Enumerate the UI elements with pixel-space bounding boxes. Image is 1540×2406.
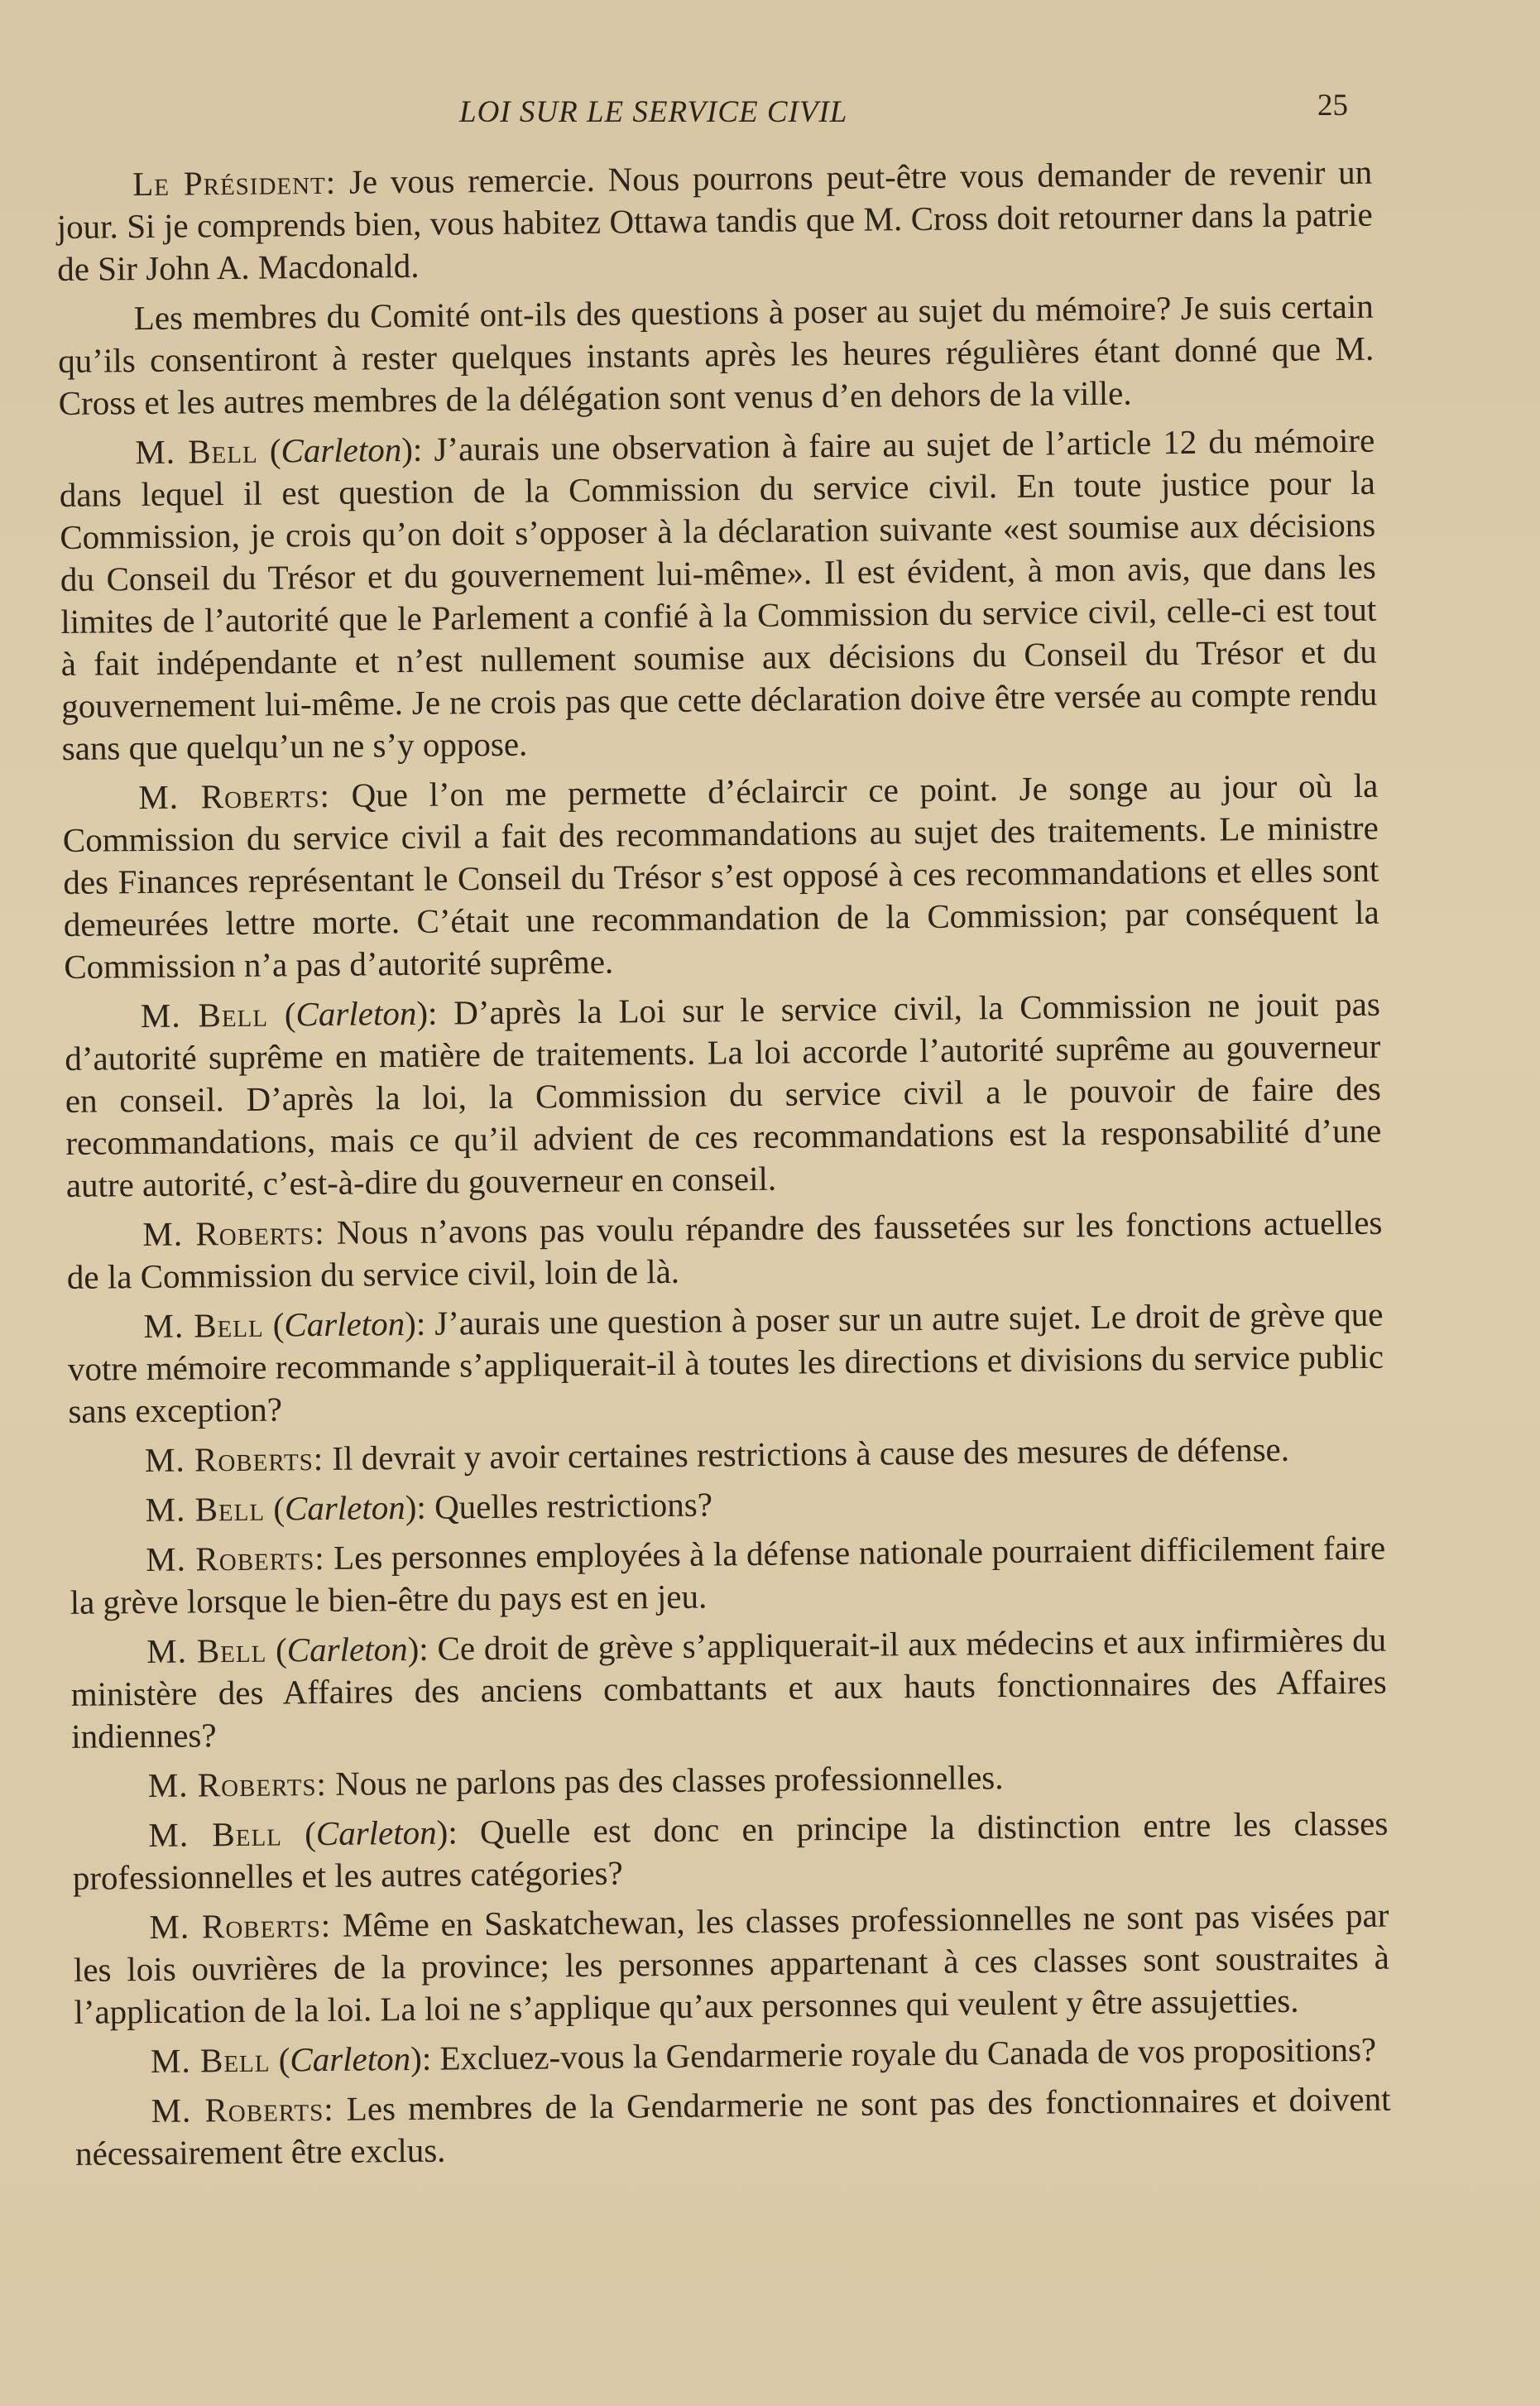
page-body — [56, 151, 1391, 2183]
paragraph-text: Ce droit de grève s’appliquerait-il aux médecins et aux infirmières du ministère des Affaires des anciens combattants et aux hauts fonctionnaires des Affaires indiennes? — [70, 1620, 1387, 1755]
speaker-riding: Carleton — [315, 1813, 437, 1853]
speaker-colon: : — [421, 2039, 432, 2077]
paragraph-text: Je vous remercie. Nous pourrons peut-être vous demander de revenir un jour. Si je comprends bien, vous habitez Ottawa tandis que M. Cross doit retourner dans la patrie de Sir John A. Macdonald. — [56, 152, 1373, 288]
paragraph — [73, 1895, 1389, 2034]
page-header — [0, 83, 1540, 141]
speaker-name: M. Bell — [148, 1814, 283, 1855]
speaker-name: Le Président: — [132, 162, 337, 204]
speaker-name: M. Roberts: — [138, 776, 331, 817]
paragraph: M. Bell (Carleton): J’aurais une observation à faire au sujet de l’article 12 du mémoire dans lequel il est question de la Commission du service civil. En toute justice pour la Commission, je crois qu’on doit s’opposer à la déclaration suivante «est soumise aux décisions du Conseil du Trésor et du gouvernement lui-même». Il est évident, à mon avis, que dans les limites de l’autorité que le Parlement a confié à la Commission du service civil, celle-ci est tout à fait indépendante et n’est nullement soumise aux décisions du Conseil du Trésor et du gouvernement lui-même. Je ne crois pas que cette déclaration doive être versée au compte rendu sans que quelqu’un ne s’y oppose. — [59, 420, 1378, 767]
paragraph-text: Excluez-vous la Gendarmerie royale du Canada de vos propositions? — [430, 2029, 1377, 2077]
paragraph — [74, 2078, 1391, 2175]
speaker-riding: Carleton — [284, 1488, 405, 1528]
paragraph-text: D’après la Loi sur le service civil, la Commission ne jouit pas d’autorité suprême en matière de traitements. La loi accorde l’autorité suprême au gouverneur en conseil. D’après la loi, la Commission du service civil a le pouvoir de faire des recommandations, mais ce qu’il advient de ces recommandations est la responsabilité d’une autre autorité, c’est-à-dire du gouverneur en conseil. — [65, 984, 1382, 1204]
paragraph: M. Bell (Carleton): Excluez-vous la Gendarmerie royale du Canada de vos propositions? — [150, 2029, 1377, 2081]
speaker-name: M. Roberts: — [149, 1905, 332, 1947]
speaker-colon: : — [415, 1304, 426, 1342]
speaker-name: M. Bell — [135, 431, 258, 472]
speaker-name: M. Roberts: — [145, 1538, 325, 1579]
speaker-name: M. Bell — [145, 1489, 266, 1530]
paragraph — [66, 1202, 1383, 1299]
paragraph-text: Les personnes employées à la défense nationale pourraient difficilement faire la grève lorsque le bien-être du pays est en jeu. — [70, 1528, 1386, 1621]
speaker-name: M. Roberts: — [151, 2089, 334, 2130]
paragraph — [69, 1428, 1384, 1482]
speaker-riding: Carleton — [281, 430, 402, 470]
paragraph — [70, 1527, 1386, 1624]
paragraph-text: Nous n’avons pas voulu répandre des faussetées sur les fonctions actuelles de la Commission du service civil, loin de là. — [66, 1203, 1383, 1296]
speaker-riding: Carleton — [284, 1304, 405, 1344]
page-number: 25 — [1317, 89, 1348, 122]
paragraph-text: Les membres du Comité ont-ils des questions à poser au sujet du mémoire? Je suis certain qu’ils consentiront à rester quelques instants après les heures régulières étant donné que M. Cross et les autres membres de la délégation sont venus d’en dehors de la ville. — [58, 286, 1374, 422]
paragraph: M. Bell (Carleton): Quelle est donc en principe la distinction entre les classes professionnelles et les autres catégories? — [72, 1803, 1389, 1897]
speaker-name: M. Bell — [140, 995, 269, 1035]
speaker-name: M. Bell — [150, 2040, 271, 2081]
paragraph-text: Les membres de la Gendarmerie ne sont pas des fonctionnaires et doivent nécessairement être exclus. — [74, 2079, 1391, 2173]
paragraph-text: Que l’on me permette d’éclaircir ce point. Je songe au jour où la Commission du service civil a fait des recommandations au sujet des traitements. Le ministre des Finances représentant le Conseil du Trésor s’est opposé à ces recommandations et elles sont demeurées lettre morte. C’était une recommandation de la Commission; par conséquent la Commission n’a pas d’autorité suprême. — [62, 766, 1379, 986]
paragraph — [56, 151, 1373, 291]
speaker-colon: : — [416, 1487, 427, 1526]
speaker-name: M. Bell — [146, 1630, 267, 1671]
paragraph-text: Nous ne parlons pas des classes professionnelles. — [326, 1758, 1004, 1803]
paragraph-text: Quelles restrictions? — [425, 1485, 713, 1526]
speaker-name: M. Bell — [143, 1305, 264, 1346]
running-title: LOI SUR LE SERVICE CIVIL — [459, 95, 848, 129]
speaker-riding: Carleton — [295, 993, 417, 1034]
paragraph-text: J’aurais une question à poser sur un autre sujet. Le droit de grève que votre mémoire recommande s’appliquerait-il à toutes les directions et divisions du service public sans exception? — [67, 1294, 1384, 1430]
paragraph — [62, 765, 1379, 988]
speaker-colon: : — [412, 430, 423, 468]
paragraph — [58, 286, 1374, 425]
speaker-name: M. Roberts: — [147, 1764, 328, 1805]
paragraph: M. Bell (Carleton): D’après la Loi sur le service civil, la Commission ne jouit pas d’autorité suprême en matière de traitements. La loi accorde l’autorité suprême au gouverneur en conseil. D’après la loi, la Commission du service civil a le pouvoir de faire des recommandations, mais ce qu’il advient de ces recommandations est la responsabilité d’une autre autorité, c’est-à-dire du gouverneur en conseil. — [65, 984, 1382, 1204]
speaker-name: M. Roberts: — [142, 1213, 325, 1254]
paragraph: M. Bell (Carleton): Quelles restrictions? — [145, 1485, 713, 1530]
speaker-riding: Carleton — [290, 2039, 411, 2079]
speaker-colon: : — [427, 993, 438, 1032]
speaker-colon: : — [419, 1629, 429, 1668]
paragraph: M. Bell (Carleton): J’aurais une question à poser sur un autre sujet. Le droit de grève que votre mémoire recommande s’appliquerait-il à toutes les directions et divisions du service public sans exception? — [67, 1294, 1384, 1430]
speaker-name: M. Roberts: — [144, 1438, 324, 1480]
speaker-riding: Carleton — [286, 1630, 408, 1669]
paragraph-text: Même en Saskatchewan, les classes professionnelles ne sont pas visées par les lois ouvrières de la province; les personnes appartenant à ces classes sont soustraites à l’application de la loi. La loi ne s’applique qu’aux personnes qui veulent y être assujetties. — [73, 1895, 1390, 2031]
paragraph-text: Quelle est donc en principe la distinction entre les classes professionnelles et les autres catégories? — [72, 1803, 1389, 1897]
paragraph — [72, 1753, 1388, 1808]
paragraph-text: Il devrait y avoir certaines restrictions à cause des mesures de défense. — [323, 1429, 1290, 1477]
paragraph-text: J’aurais une observation à faire au sujet de l’article 12 du mémoire dans lequel il est question de la Commission du service civil. En toute justice pour la Commission, je crois qu’on doit s’opposer à la déclaration suivante «est soumise aux décisions du Conseil du Trésor et du gouvernement lui-même». Il est évident, à mon avis, que dans les limites de l’autorité que le Parlement a confié à la Commission du service civil, celle-ci est tout à fait indépendante et n’est nullement soumise aux décisions du Conseil du Trésor et du gouvernement lui-même. Je ne crois pas que cette déclaration doive être versée au compte rendu sans que quelqu’un ne s’y oppose. — [59, 420, 1378, 767]
speaker-colon: : — [448, 1813, 458, 1851]
paragraph: M. Bell (Carleton): Ce droit de grève s’appliquerait-il aux médecins et aux infirmières du ministère des Affaires des anciens combattants et aux hauts fonctionnaires des Affaires indiennes? — [70, 1620, 1387, 1755]
